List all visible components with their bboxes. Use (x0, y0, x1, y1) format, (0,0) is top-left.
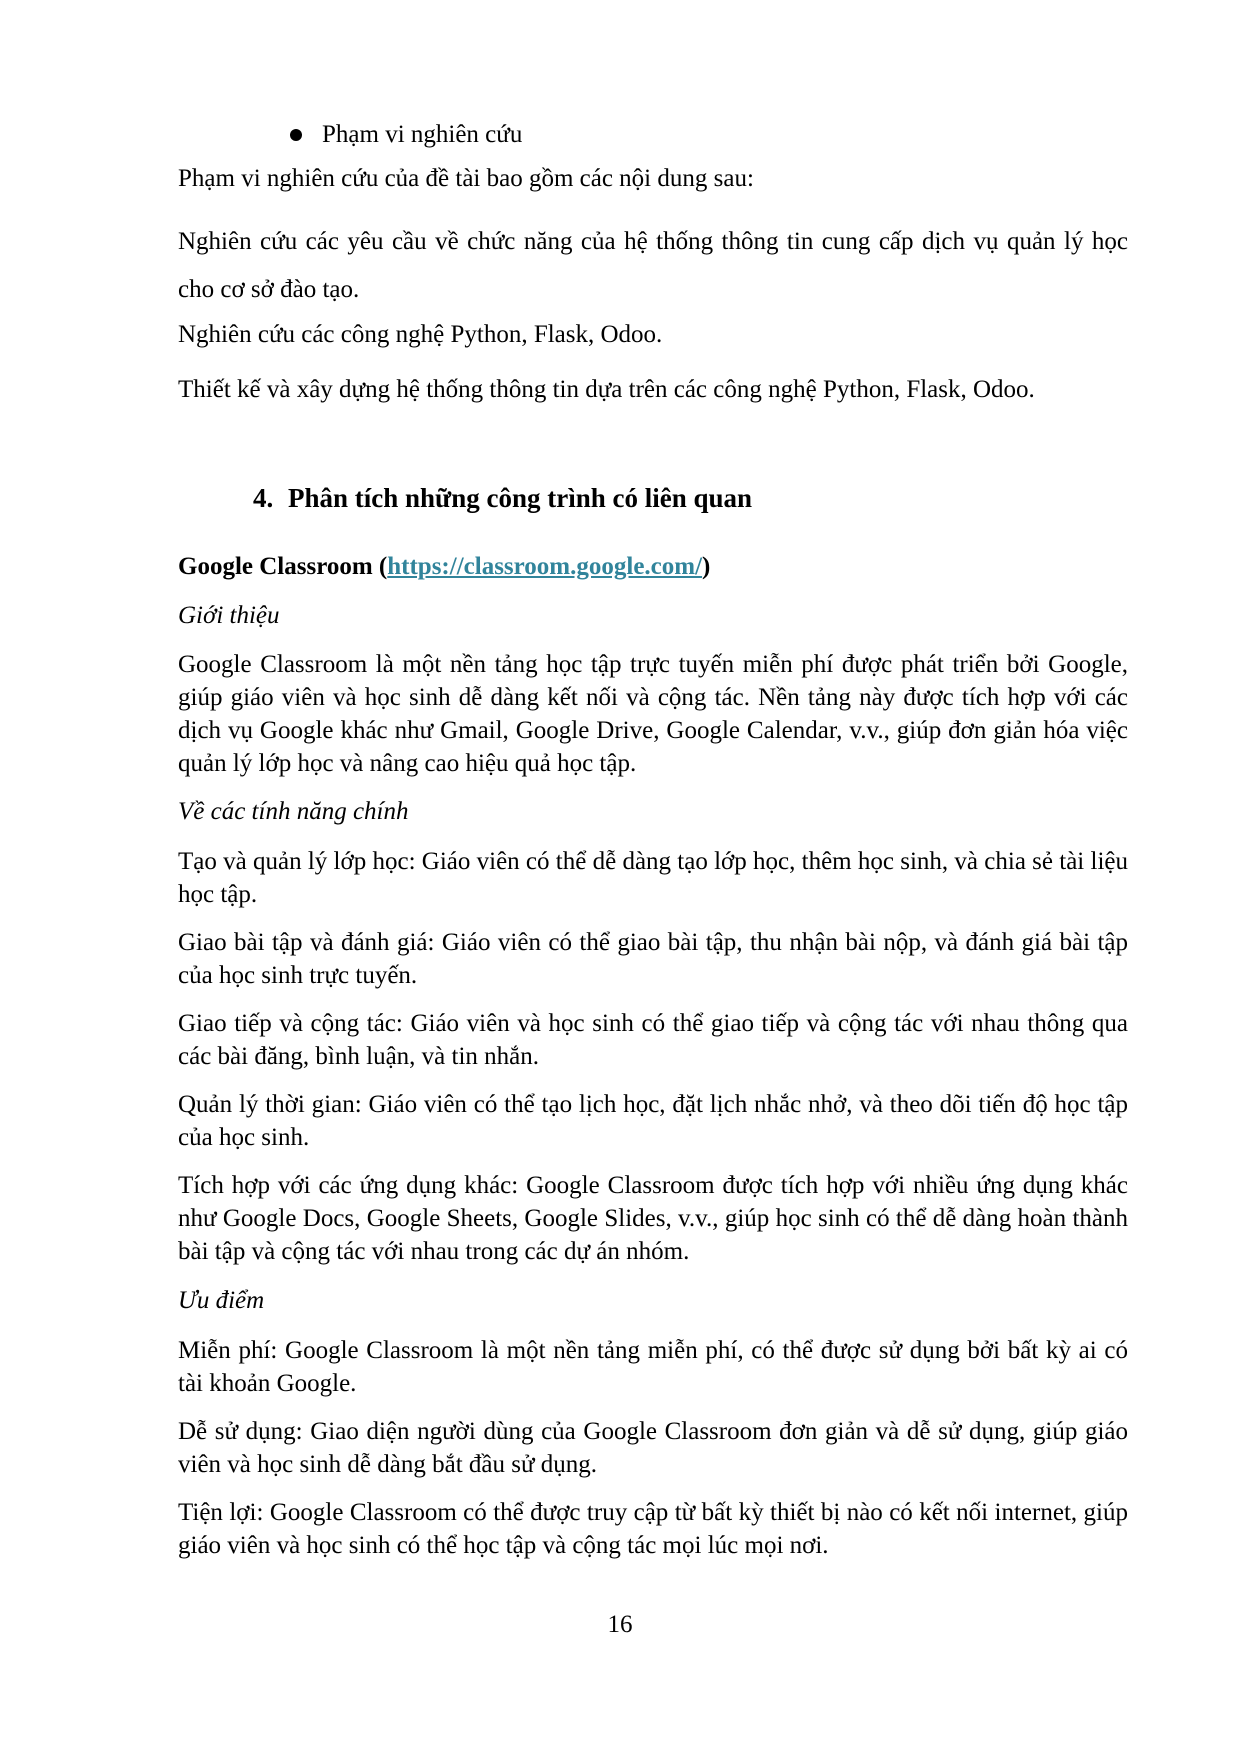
feature-item: Quản lý thời gian: Giáo viên có thể tạo lịch học, đặt lịch nhắc nhở, và theo dõi tiến độ học tập của học sinh. (178, 1091, 1128, 1151)
feature-item: Giao tiếp và cộng tác: Giáo viên và học sinh có thể giao tiếp và cộng tác với nhau thông qua các bài đăng, bình luận, và tin nhắn. (178, 1010, 1128, 1070)
section-title: Phân tích những công trình có liên quan (288, 483, 753, 513)
google-classroom-close: ) (702, 553, 711, 580)
features-heading: Về các tính năng chính (178, 798, 409, 825)
scope-item-3: Thiết kế và xây dựng hệ thống thông tin dựa trên các công nghệ Python, Flask, Odoo. (178, 376, 1035, 403)
intro-heading: Giới thiệu (178, 602, 280, 629)
google-classroom-heading (178, 550, 710, 583)
bullet-icon (290, 129, 302, 141)
intro-paragraph: Google Classroom là một nền tảng học tập trực tuyến miễn phí được phát triển bởi Google, giúp giáo viên và học sinh dễ dàng kết nối và cộng tác. Nền tảng này được tích hợp với các dịch vụ Google khác như Gmail, Google Drive, Google Calendar, v.v., giúp đơn giản hóa việc quản lý lớp học và nâng cao hiệu quả học tập. (178, 651, 1128, 777)
advantages-heading: Ưu điểm (178, 1287, 265, 1314)
bullet-text: Phạm vi nghiên cứu (322, 121, 523, 148)
scope-item-1: Nghiên cứu các yêu cầu về chức năng của hệ thống thông tin cung cấp dịch vụ quản lý học cho cơ sở đào tạo. (178, 228, 1128, 303)
advantage-item: Tiện lợi: Google Classroom có thể được truy cập từ bất kỳ thiết bị nào có kết nối internet, giúp giáo viên và học sinh có thể học tập và cộng tác mọi lúc mọi nơi. (178, 1499, 1128, 1559)
advantage-item: Miễn phí: Google Classroom là một nền tảng miễn phí, có thể được sử dụng bởi bất kỳ ai có tài khoản Google. (178, 1337, 1128, 1397)
section-number: 4. (253, 483, 274, 513)
bullet-item (290, 118, 522, 151)
feature-item: Giao bài tập và đánh giá: Giáo viên có thể giao bài tập, thu nhận bài nộp, và đánh giá bài tập của học sinh trực tuyến. (178, 929, 1128, 989)
feature-item: Tạo và quản lý lớp học: Giáo viên có thể dễ dàng tạo lớp học, thêm học sinh, và chia sẻ tài liệu học tập. (178, 848, 1128, 908)
section-heading (253, 480, 752, 516)
google-classroom-name: Google Classroom ( (178, 553, 388, 580)
feature-item: Tích hợp với các ứng dụng khác: Google Classroom được tích hợp với nhiều ứng dụng khác như Google Docs, Google Sheets, Google Slides, v.v., giúp học sinh có thể dễ dàng hoàn thành bài tập và cộng tác với nhau trong các dự án nhóm. (178, 1172, 1128, 1265)
advantage-item: Dễ sử dụng: Giao diện người dùng của Google Classroom đơn giản và dễ sử dụng, giúp giáo viên và học sinh dễ dàng bắt đầu sử dụng. (178, 1418, 1128, 1478)
scope-intro: Phạm vi nghiên cứu của đề tài bao gồm các nội dung sau: (178, 165, 754, 192)
page-number: 16 (607, 1611, 633, 1638)
scope-item-2: Nghiên cứu các công nghệ Python, Flask, Odoo. (178, 321, 663, 348)
google-classroom-link[interactable]: https://classroom.google.com/ (387, 553, 703, 580)
